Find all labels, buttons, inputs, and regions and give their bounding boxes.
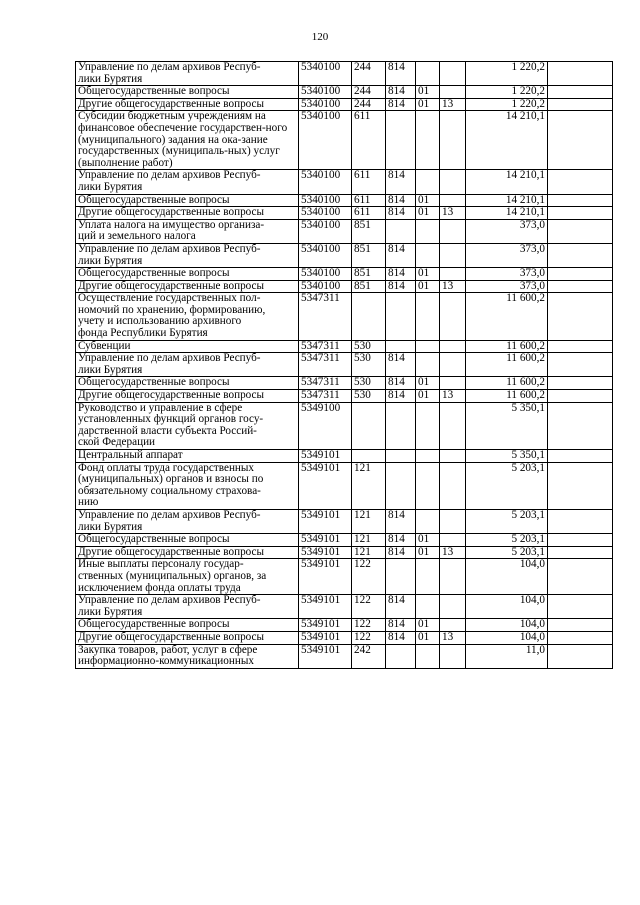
row-name: Управление по делам архивов Респуб- лики Бурятия	[76, 62, 299, 86]
table-row	[76, 534, 613, 547]
row-section-code	[416, 62, 440, 86]
page-number: 120	[311, 31, 329, 43]
table-row	[76, 207, 613, 220]
row-expense-type: 122	[352, 559, 386, 595]
row-section-code: 01	[416, 268, 440, 281]
row-empty-cell	[548, 98, 613, 111]
row-expense-type: 611	[352, 194, 386, 207]
row-amount: 1 220,2	[466, 62, 548, 86]
table-row	[76, 170, 613, 194]
budget-table-body	[76, 62, 613, 669]
row-target-article: 5349100	[299, 402, 352, 449]
row-subsection-code	[440, 402, 466, 449]
row-subsection-code	[440, 509, 466, 533]
row-empty-cell	[548, 268, 613, 281]
row-section-code	[416, 595, 440, 619]
row-target-article: 5349101	[299, 534, 352, 547]
row-subsection-code	[440, 243, 466, 267]
row-target-article: 5340100	[299, 98, 352, 111]
row-expense-type: 242	[352, 644, 386, 668]
table-row	[76, 194, 613, 207]
table-row	[76, 98, 613, 111]
row-target-article: 5340100	[299, 243, 352, 267]
row-amount: 11 600,2	[466, 390, 548, 403]
row-section-code: 01	[416, 98, 440, 111]
row-empty-cell	[548, 619, 613, 632]
table-row	[76, 595, 613, 619]
row-department-code: 814	[386, 194, 416, 207]
table-row	[76, 390, 613, 403]
row-section-code	[416, 293, 440, 340]
budget-table	[75, 61, 613, 669]
row-name: Общегосударственные вопросы	[76, 619, 299, 632]
row-empty-cell	[548, 194, 613, 207]
row-subsection-code	[440, 340, 466, 353]
row-amount: 5 203,1	[466, 509, 548, 533]
row-target-article: 5340100	[299, 268, 352, 281]
row-empty-cell	[548, 293, 613, 340]
table-row	[76, 353, 613, 377]
row-section-code	[416, 509, 440, 533]
row-empty-cell	[548, 534, 613, 547]
table-row	[76, 293, 613, 340]
row-department-code: 814	[386, 509, 416, 533]
row-empty-cell	[548, 402, 613, 449]
row-amount: 373,0	[466, 243, 548, 267]
row-section-code: 01	[416, 86, 440, 99]
row-expense-type	[352, 402, 386, 449]
row-amount: 5 203,1	[466, 546, 548, 559]
row-name: Другие общегосударственные вопросы	[76, 207, 299, 220]
table-row	[76, 62, 613, 86]
row-subsection-code: 13	[440, 280, 466, 293]
row-target-article: 5347311	[299, 390, 352, 403]
row-subsection-code	[440, 219, 466, 243]
row-name: Управление по делам архивов Респуб- лики Бурятия	[76, 353, 299, 377]
row-name: Управление по делам архивов Респуб- лики Бурятия	[76, 595, 299, 619]
table-row	[76, 546, 613, 559]
row-empty-cell	[548, 86, 613, 99]
table-row	[76, 631, 613, 644]
row-department-code	[386, 293, 416, 340]
row-subsection-code	[440, 534, 466, 547]
row-amount: 11 600,2	[466, 340, 548, 353]
row-expense-type: 851	[352, 280, 386, 293]
row-section-code: 01	[416, 619, 440, 632]
table-row	[76, 377, 613, 390]
row-subsection-code: 13	[440, 631, 466, 644]
row-department-code: 814	[386, 62, 416, 86]
row-expense-type: 121	[352, 546, 386, 559]
row-name: Общегосударственные вопросы	[76, 534, 299, 547]
row-section-code: 01	[416, 390, 440, 403]
row-department-code	[386, 111, 416, 170]
row-empty-cell	[548, 243, 613, 267]
row-empty-cell	[548, 546, 613, 559]
row-subsection-code: 13	[440, 98, 466, 111]
row-name: Общегосударственные вопросы	[76, 268, 299, 281]
row-department-code	[386, 402, 416, 449]
row-section-code: 01	[416, 534, 440, 547]
row-subsection-code	[440, 450, 466, 463]
row-amount: 1 220,2	[466, 98, 548, 111]
row-empty-cell	[548, 219, 613, 243]
table-row	[76, 86, 613, 99]
row-target-article: 5349101	[299, 546, 352, 559]
row-department-code: 814	[386, 534, 416, 547]
row-empty-cell	[548, 353, 613, 377]
row-empty-cell	[548, 340, 613, 353]
row-name: Другие общегосударственные вопросы	[76, 631, 299, 644]
row-section-code	[416, 402, 440, 449]
row-empty-cell	[548, 62, 613, 86]
row-empty-cell	[548, 170, 613, 194]
row-subsection-code: 13	[440, 207, 466, 220]
row-name: Управление по делам архивов Респуб- лики Бурятия	[76, 509, 299, 533]
row-section-code	[416, 243, 440, 267]
row-subsection-code	[440, 377, 466, 390]
row-department-code	[386, 559, 416, 595]
row-subsection-code	[440, 595, 466, 619]
row-target-article: 5340100	[299, 219, 352, 243]
row-amount: 104,0	[466, 619, 548, 632]
table-row	[76, 243, 613, 267]
row-section-code: 01	[416, 280, 440, 293]
row-name: Уплата налога на имущество организа- ций и земельного налога	[76, 219, 299, 243]
row-target-article: 5349101	[299, 619, 352, 632]
row-expense-type: 244	[352, 86, 386, 99]
row-expense-type: 851	[352, 268, 386, 281]
row-target-article: 5349101	[299, 462, 352, 509]
row-section-code: 01	[416, 631, 440, 644]
table-row	[76, 340, 613, 353]
row-empty-cell	[548, 207, 613, 220]
row-expense-type: 244	[352, 62, 386, 86]
row-subsection-code	[440, 644, 466, 668]
row-section-code	[416, 353, 440, 377]
row-expense-type: 121	[352, 534, 386, 547]
row-target-article: 5347311	[299, 293, 352, 340]
table-row	[76, 268, 613, 281]
row-target-article: 5349101	[299, 595, 352, 619]
row-department-code	[386, 340, 416, 353]
row-subsection-code	[440, 194, 466, 207]
row-department-code: 814	[386, 207, 416, 220]
row-target-article: 5340100	[299, 86, 352, 99]
row-target-article: 5349101	[299, 559, 352, 595]
row-section-code	[416, 462, 440, 509]
row-section-code: 01	[416, 207, 440, 220]
row-section-code: 01	[416, 377, 440, 390]
row-name: Субсидии бюджетным учреждениям на финансовое обеспечение государствен-ного (муниципального) задания на ока-зание государственных (муниципаль-ных) услуг (выполнение работ)	[76, 111, 299, 170]
row-amount: 11 600,2	[466, 293, 548, 340]
row-name: Общегосударственные вопросы	[76, 194, 299, 207]
row-amount: 11,0	[466, 644, 548, 668]
row-target-article: 5340100	[299, 62, 352, 86]
row-amount: 11 600,2	[466, 377, 548, 390]
row-name: Центральный аппарат	[76, 450, 299, 463]
row-expense-type: 611	[352, 207, 386, 220]
row-department-code: 814	[386, 280, 416, 293]
row-department-code: 814	[386, 98, 416, 111]
row-amount: 104,0	[466, 631, 548, 644]
row-target-article: 5340100	[299, 111, 352, 170]
row-subsection-code	[440, 62, 466, 86]
row-expense-type: 611	[352, 111, 386, 170]
row-subsection-code	[440, 111, 466, 170]
row-section-code	[416, 111, 440, 170]
row-name: Общегосударственные вопросы	[76, 86, 299, 99]
table-row	[76, 111, 613, 170]
row-empty-cell	[548, 111, 613, 170]
row-expense-type: 122	[352, 631, 386, 644]
row-subsection-code: 13	[440, 546, 466, 559]
row-amount: 5 350,1	[466, 450, 548, 463]
row-amount: 104,0	[466, 595, 548, 619]
row-department-code	[386, 450, 416, 463]
row-name: Закупка товаров, работ, услуг в сфере информационно-коммуникационных	[76, 644, 299, 668]
row-empty-cell	[548, 509, 613, 533]
table-row	[76, 509, 613, 533]
row-section-code	[416, 559, 440, 595]
row-name: Осуществление государственных пол- номочий по хранению, формированию, учету и использованию архивного фонда Республики Бурятия	[76, 293, 299, 340]
row-name: Другие общегосударственные вопросы	[76, 390, 299, 403]
row-subsection-code: 13	[440, 390, 466, 403]
row-expense-type: 121	[352, 509, 386, 533]
row-expense-type: 530	[352, 390, 386, 403]
row-section-code	[416, 644, 440, 668]
row-target-article: 5347311	[299, 340, 352, 353]
row-target-article: 5347311	[299, 353, 352, 377]
row-department-code	[386, 462, 416, 509]
row-expense-type: 122	[352, 619, 386, 632]
row-subsection-code	[440, 293, 466, 340]
row-amount: 14 210,1	[466, 111, 548, 170]
row-target-article: 5340100	[299, 194, 352, 207]
row-expense-type: 530	[352, 340, 386, 353]
row-target-article: 5347311	[299, 377, 352, 390]
row-name: Другие общегосударственные вопросы	[76, 98, 299, 111]
row-amount: 14 210,1	[466, 170, 548, 194]
row-amount: 5 203,1	[466, 462, 548, 509]
row-name: Управление по делам архивов Респуб- лики Бурятия	[76, 170, 299, 194]
row-expense-type: 851	[352, 219, 386, 243]
row-amount: 373,0	[466, 280, 548, 293]
row-department-code: 814	[386, 619, 416, 632]
row-subsection-code	[440, 170, 466, 194]
row-target-article: 5340100	[299, 207, 352, 220]
row-department-code: 814	[386, 595, 416, 619]
row-expense-type: 122	[352, 595, 386, 619]
row-subsection-code	[440, 559, 466, 595]
row-section-code: 01	[416, 546, 440, 559]
row-expense-type: 851	[352, 243, 386, 267]
row-amount: 373,0	[466, 219, 548, 243]
row-amount: 373,0	[466, 268, 548, 281]
row-department-code: 814	[386, 243, 416, 267]
table-row	[76, 402, 613, 449]
row-amount: 11 600,2	[466, 353, 548, 377]
row-subsection-code	[440, 86, 466, 99]
row-empty-cell	[548, 644, 613, 668]
table-row	[76, 280, 613, 293]
row-empty-cell	[548, 280, 613, 293]
row-department-code: 814	[386, 631, 416, 644]
row-name: Управление по делам архивов Респуб- лики Бурятия	[76, 243, 299, 267]
row-expense-type	[352, 450, 386, 463]
row-department-code: 814	[386, 353, 416, 377]
row-amount: 5 350,1	[466, 402, 548, 449]
row-amount: 5 203,1	[466, 534, 548, 547]
row-department-code: 814	[386, 546, 416, 559]
row-empty-cell	[548, 390, 613, 403]
row-target-article: 5349101	[299, 450, 352, 463]
row-target-article: 5340100	[299, 280, 352, 293]
row-target-article: 5349101	[299, 509, 352, 533]
row-amount: 1 220,2	[466, 86, 548, 99]
row-section-code	[416, 340, 440, 353]
row-subsection-code	[440, 619, 466, 632]
row-expense-type	[352, 293, 386, 340]
row-subsection-code	[440, 462, 466, 509]
table-row	[76, 462, 613, 509]
table-row	[76, 450, 613, 463]
table-row	[76, 644, 613, 668]
row-amount: 14 210,1	[466, 194, 548, 207]
table-row	[76, 219, 613, 243]
row-target-article: 5349101	[299, 631, 352, 644]
row-section-code: 01	[416, 194, 440, 207]
table-row	[76, 619, 613, 632]
row-expense-type: 530	[352, 377, 386, 390]
row-target-article: 5340100	[299, 170, 352, 194]
row-department-code: 814	[386, 377, 416, 390]
row-subsection-code	[440, 353, 466, 377]
row-section-code	[416, 170, 440, 194]
row-empty-cell	[548, 559, 613, 595]
row-expense-type: 530	[352, 353, 386, 377]
row-expense-type: 611	[352, 170, 386, 194]
row-department-code: 814	[386, 268, 416, 281]
row-department-code	[386, 644, 416, 668]
row-department-code: 814	[386, 170, 416, 194]
row-section-code	[416, 219, 440, 243]
row-empty-cell	[548, 631, 613, 644]
row-department-code	[386, 219, 416, 243]
row-department-code: 814	[386, 390, 416, 403]
row-amount: 104,0	[466, 559, 548, 595]
row-empty-cell	[548, 595, 613, 619]
row-expense-type: 121	[352, 462, 386, 509]
row-empty-cell	[548, 462, 613, 509]
row-empty-cell	[548, 377, 613, 390]
row-name: Общегосударственные вопросы	[76, 377, 299, 390]
row-name: Иные выплаты персоналу государ- ственных (муниципальных) органов, за исключением фонда оплаты труда	[76, 559, 299, 595]
row-expense-type: 244	[352, 98, 386, 111]
row-subsection-code	[440, 268, 466, 281]
row-section-code	[416, 450, 440, 463]
row-target-article: 5349101	[299, 644, 352, 668]
row-name: Фонд оплаты труда государственных (муниципальных) органов и взносы по обязательному социальному страхова- нию	[76, 462, 299, 509]
row-department-code: 814	[386, 86, 416, 99]
row-amount: 14 210,1	[466, 207, 548, 220]
row-name: Субвенции	[76, 340, 299, 353]
table-row	[76, 559, 613, 595]
row-name: Другие общегосударственные вопросы	[76, 280, 299, 293]
row-name: Другие общегосударственные вопросы	[76, 546, 299, 559]
row-empty-cell	[548, 450, 613, 463]
row-name: Руководство и управление в сфере установленных функций органов госу- дарственной власти субъекта Россий- ской Федерации	[76, 402, 299, 449]
